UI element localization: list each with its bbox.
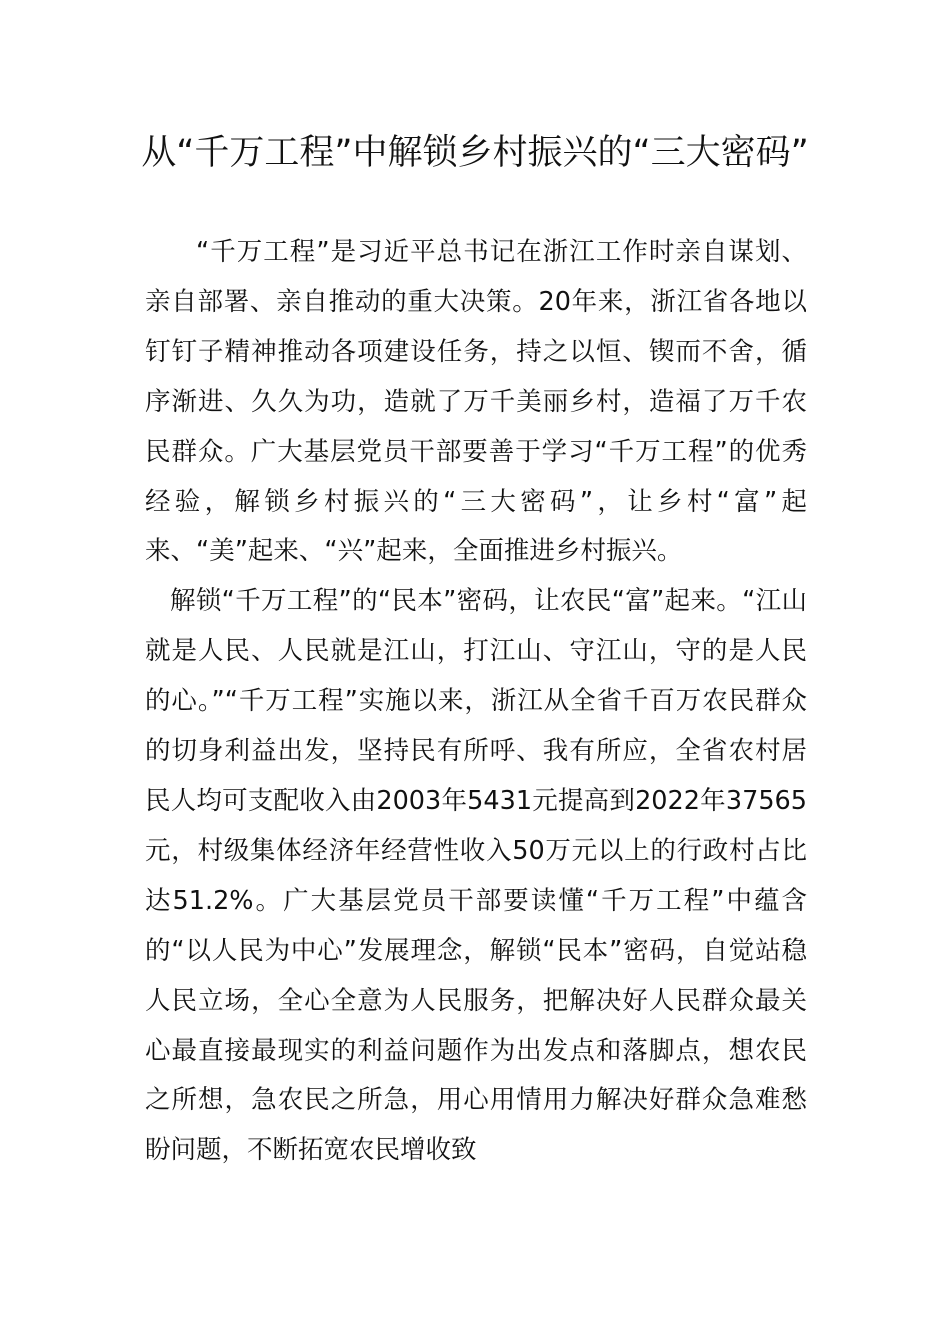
paragraph-intro: “千万工程”是习近平总书记在浙江工作时亲自谋划、亲自部署、亲自推动的重大决策。20年来，浙江省各地以钉钉子精神推动各项建设任务，持之以恒、锲而不舍，循序渐进、久久为功，造就了万千美丽乡村，造福了万千农民群众。广大基层党员干部要善于学习“千万工程”的优秀经验，解锁乡村振兴的“三大密码”，让乡村“富”起来、“美”起来、“兴”起来，全面推进乡村振兴。 [145, 237, 807, 567]
document-body [145, 228, 807, 1176]
paragraph-minben: 解锁“千万工程”的“民本”密码，让农民“富”起来。“江山就是人民、人民就是江山，打江山、守江山，守的是人民的心。”“千万工程”实施以来，浙江从全省千百万农民群众的切身利益出发，坚持民有所呼、我有所应，全省农村居民人均可支配收入由2003年5431元提高到2022年37565元，村级集体经济年经营性收入50万元以上的行政村占比达51.2%。广大基层党员干部要读懂“千万工程”中蕴含的“以人民为中心”发展理念，解锁“民本”密码，自觉站稳人民立场，全心全意为人民服务，把解决好人民群众最关心最直接最现实的利益问题作为出发点和落脚点，想农民之所想，急农民之所急，用心用情用力解决好群众急难愁盼问题，不断拓宽农民增收致 [145, 586, 807, 1166]
document-title: 从“千万工程”中解锁乡村振兴的“三大密码” [141, 133, 809, 173]
